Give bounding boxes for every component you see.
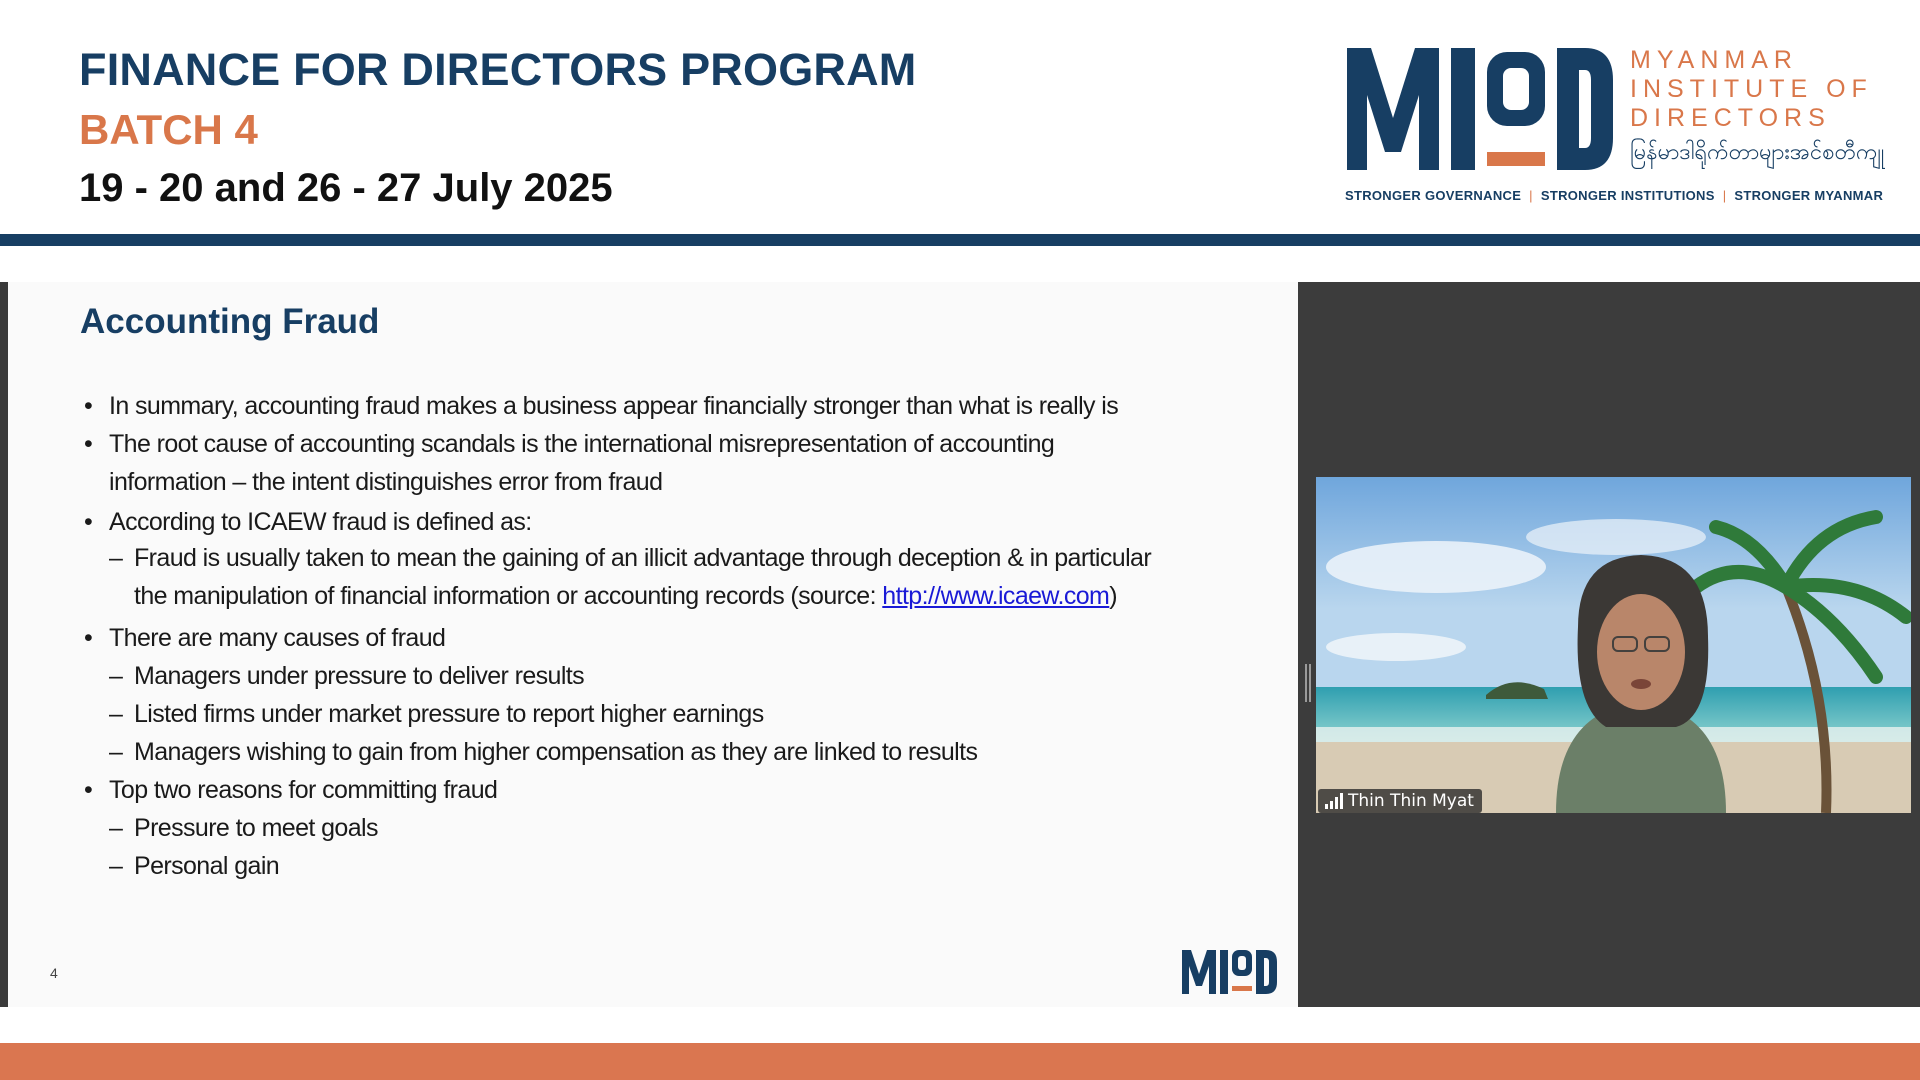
bullet-dot: • [84,624,93,652]
bullet-text: The root cause of accounting scandals is the international misrepresentation of accounting [109,430,1055,458]
sub-bullet-text [134,582,1117,611]
miod-logo [1345,40,1905,210]
program-dates: 19 - 20 and 26 - 27 July 2025 [79,166,613,210]
participant-name: Thin Thin Myat [1348,791,1474,811]
shared-slide [8,282,1298,1007]
bullet-text: According to ICAEW fraud is defined as: [109,508,532,536]
source-suffix: ) [1109,582,1118,610]
sub-bullet-text: Managers under pressure to deliver results [134,662,585,690]
bullet-dot: • [84,392,93,420]
sub-bullet-text: Managers wishing to gain from higher compensation as they are linked to results [134,738,978,766]
screen-share-edge [0,282,8,1007]
slide-page-number: 4 [50,965,58,981]
split-resize-handle[interactable] [1305,664,1311,702]
sub-bullet-dash: – [109,700,123,728]
slide-title: Accounting Fraud [80,302,380,341]
beach-background-video [1316,477,1911,813]
tagline-myanmar: STRONGER MYANMAR [1734,188,1884,203]
bullet-text: In summary, accounting fraud makes a business appear financially stronger than what is really is [109,392,1119,420]
tagline-separator: | [1722,188,1727,203]
bullet-dot: • [84,776,93,804]
slide-miod-logo [1180,946,1280,996]
sub-bullet-dash: – [109,544,123,572]
sub-bullet-dash: – [109,738,123,766]
source-prefix: the manipulation of financial information or accounting records (source: [134,582,883,610]
sub-bullet-dash: – [109,852,123,880]
bullet-dot: • [84,508,93,536]
batch-label: BATCH 4 [79,106,258,153]
bullet-dot: • [84,430,93,458]
bullet-text: Top two reasons for committing fraud [109,776,498,804]
tagline-separator: | [1529,188,1533,203]
signal-bars-icon [1325,793,1343,809]
tagline-institutions: STRONGER INSTITUTIONS [1540,188,1715,203]
header-divider [0,234,1920,246]
logo-tagline [1345,188,1883,203]
logo-institute-name: MYANMAR INSTITUTE OF DIRECTORS [1630,46,1873,132]
bullet-text: There are many causes of fraud [109,624,446,652]
icaew-link[interactable]: http://www.icaew.com [882,582,1110,610]
sub-bullet-dash: – [109,662,123,690]
bullet-text: information – the intent distinguishes error from fraud [109,468,663,496]
tagline-governance: STRONGER GOVERNANCE [1345,188,1522,203]
page-header [0,0,1920,234]
sub-bullet-text: Pressure to meet goals [134,814,378,842]
participant-name-tag [1318,789,1482,813]
sub-bullet-text: Personal gain [134,852,280,880]
sub-bullet-dash: – [109,814,123,842]
logo-burmese-name: မြန်မာဒါရိုက်တာများအင်စတီကျု [1630,140,1885,165]
sub-bullet-text: Listed firms under market pressure to report higher earnings [134,700,764,728]
program-title: FINANCE FOR DIRECTORS PROGRAM [79,44,917,95]
footer-accent-bar [0,1043,1920,1080]
sub-bullet-text: Fraud is usually taken to mean the gaining of an illicit advantage through deception & in particular [134,544,1152,572]
participant-video[interactable] [1316,477,1911,813]
miod-logo-mark [1345,40,1615,172]
